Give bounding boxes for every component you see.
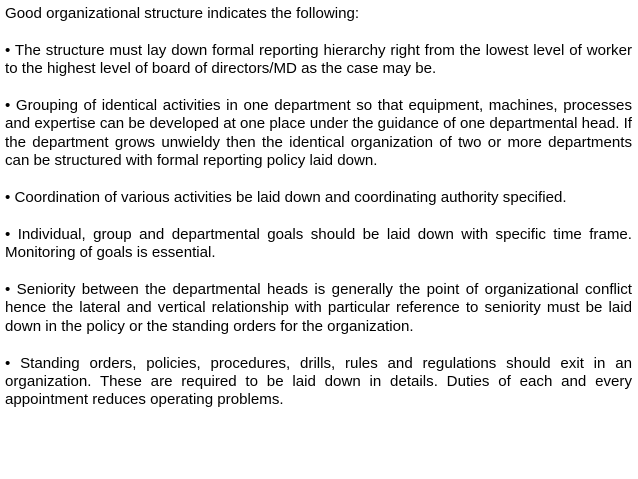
bullet-goals: • Individual, group and departmental goals should be laid down with specific time frame. Monitoring of goals is essential. (5, 225, 632, 262)
bullet-coordination: • Coordination of various activities be laid down and coordinating authority specified. (5, 189, 567, 207)
document-body (5, 5, 632, 410)
bullet-grouping-activities: • Grouping of identical activities in one department so that equipment, machines, processes and expertise can be developed at one place under the guidance of one departmental head. If the department grows unwieldy then the identical organization of two or more departments can be structured with formal reporting policy laid down. (5, 97, 632, 170)
bullet-reporting-hierarchy: • The structure must lay down formal reporting hierarchy right from the lowest level of worker to the highest level of board of directors/MD as the case may be. (5, 41, 632, 78)
intro-text: Good organizational structure indicates the following: (5, 5, 360, 22)
bullet-standing-orders: • Standing orders, policies, procedures, drills, rules and regulations should exit in an organization. These are required to be laid down in details. Duties of each and every appointment reduces operating problems. (5, 354, 632, 409)
bullet-seniority: • Seniority between the departmental heads is generally the point of organizational conflict hence the lateral and vertical relationship with particular reference to seniority must be laid down in the policy or the standing orders for the organization. (5, 281, 632, 335)
